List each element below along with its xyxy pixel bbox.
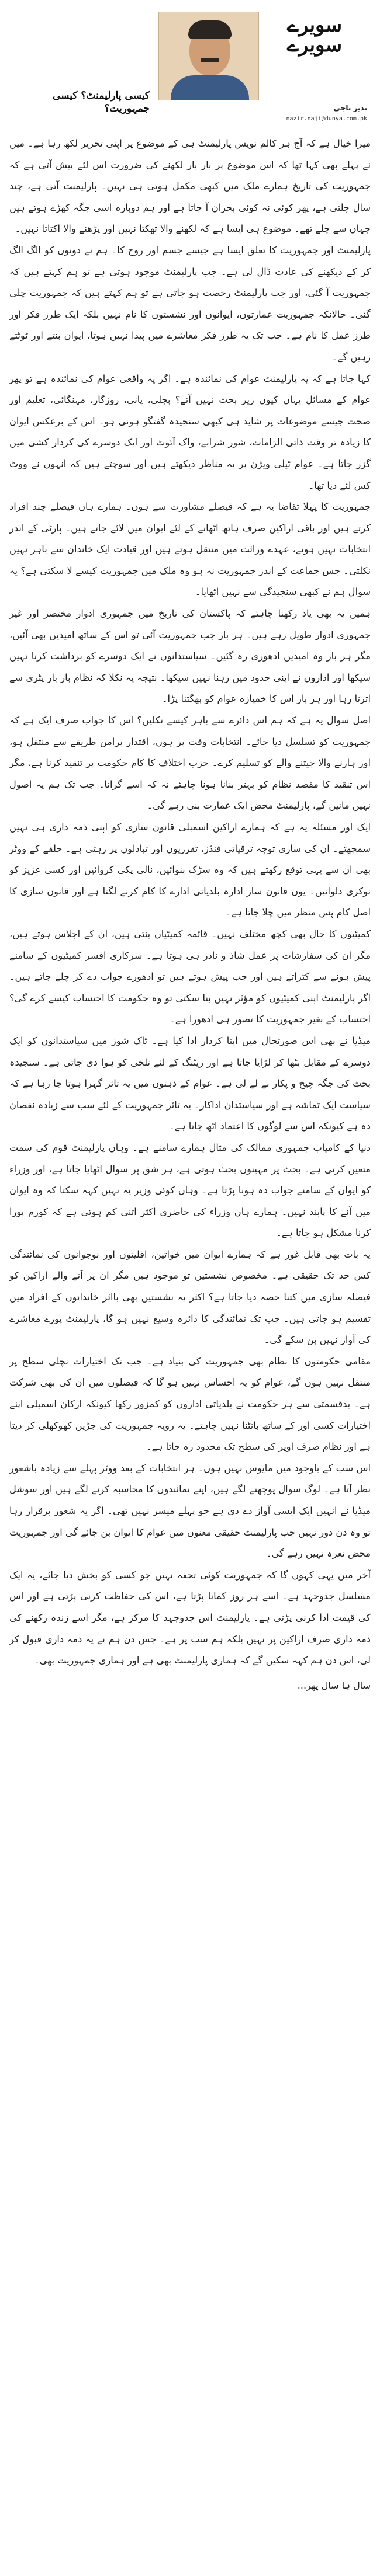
article-paragraph: ایک اور مسئلہ یہ ہے کہ ہمارے اراکین اسمبلی قانون سازی کو اپنی ذمہ داری ہی نہیں سمجھتے۔ ان کی ساری توجہ ترقیاتی فنڈز، تقرریوں اور تبادلوں پر رہتی ہے۔ حلقے کے ووٹر بھی ان سے یہی توقع رکھتے ہیں کہ وہ سڑک بنوائیں، نالی پکی کروائیں اور کسی عزیز کو نوکری دلوائیں۔ یوں قانون ساز ادارہ بلدیاتی ادارے کا کام کرنے لگتا ہے اور قانون سازی کا اصل کام پس منظر میں چلا جاتا ہے۔ bbox=[9, 821, 371, 918]
author-byline bbox=[161, 104, 367, 112]
article-paragraph: آخر میں یہی کہوں گا کہ جمہوریت کوئی تحفہ نہیں جو کسی کو بخش دیا جائے، یہ ایک مسلسل جدوجہد ہے۔ اسے ہر روز کمانا پڑتا ہے، اس کی حفاظت کرنی پڑتی ہے اور اس کی قیمت ادا کرنی پڑتی ہے۔ پارلیمنٹ اس جدوجہد کا مرکز ہے، مگر اسے زندہ رکھنے کی ذمہ داری صرف اراکین پر نہیں بلکہ ہم سب پر ہے۔ جس دن ہم نے یہ ذمہ داری قبول کر لی، اس دن ہم کہہ سکیں گے کہ ہماری پارلیمنٹ بھی ہے اور ہماری جمہوریت بھی۔ bbox=[9, 1569, 371, 1666]
column-logo bbox=[262, 15, 367, 55]
article-paragraph: دنیا کے کامیاب جمہوری ممالک کی مثال ہمارے سامنے ہے۔ وہاں پارلیمنٹ قوم کی سمت متعین کرتی ہے۔ بجٹ پر مہینوں بحث ہوتی ہے، ہر شق پر سوال اٹھایا جاتا ہے، اور وزراء کو ایوان کے سامنے جواب دہ ہونا پڑتا ہے۔ وہاں کوئی وزیر یہ نہیں کہہ سکتا کہ وہ ایوان میں آنے کا پابند نہیں۔ ہمارے ہاں وزراء کی حاضری اکثر اتنی کم ہوتی ہے کہ کورم پورا کرنا مشکل ہو جاتا ہے۔ bbox=[9, 1141, 371, 1239]
author-photo-hair bbox=[188, 20, 232, 39]
column-header bbox=[9, 7, 371, 130]
author-email: nazir.naji@dunya.com.pk bbox=[286, 116, 367, 122]
article-paragraph: اصل سوال یہ ہے کہ ہم اس دائرے سے باہر کیسے نکلیں؟ اس کا جواب صرف ایک ہے کہ جمہوریت کو تسلسل دیا جائے۔ انتخابات وقت پر ہوں، اقتدار پرامن طریقے سے منتقل ہو، اور ہارنے والا جیتنے والے کو تسلیم کرے۔ حزب اختلاف کا کام حکومت پر تنقید کرنا ہے، مگر اس تنقید کا مقصد نظام کو بہتر بنانا ہونا چاہئے نہ کہ اسے گرانا۔ جب تک ہم یہ اصول نہیں مانیں گے، پارلیمنٹ محض ایک عمارت بنی رہے گی۔ bbox=[9, 715, 371, 812]
author-photo bbox=[158, 12, 259, 100]
article-signoff: سال ہا سال پھر... bbox=[297, 1679, 371, 1691]
article-paragraph: جمہوریت کا پہلا تقاضا یہ ہے کہ فیصلے مشاورت سے ہوں۔ ہمارے ہاں فیصلے چند افراد کرتے ہیں اور باقی اراکین صرف ہاتھ اٹھانے کے لئے ایوان میں لائے جاتے ہیں۔ پارٹی کے اندر انتخابات نہیں ہوتے، عہدے وراثت میں منتقل ہوتے ہیں اور قیادت ایک خاندان سے باہر نہیں نکلتی۔ جس جماعت کے اندر جمہوریت نہ ہو وہ ملک میں جمہوریت کیسے لا سکتی ہے؟ یہ سوال ہم نے کبھی سنجیدگی سے نہیں اٹھایا۔ bbox=[9, 501, 371, 598]
author-photo-shirt bbox=[171, 75, 249, 100]
article-paragraph: میڈیا نے بھی اس صورتحال میں اپنا کردار ادا کیا ہے۔ ٹاک شوز میں سیاستدانوں کو ایک دوسرے کے مقابل بٹھا کر لڑایا جاتا ہے اور ریٹنگ کے لئے تلخی کو ہوا دی جاتی ہے۔ سنجیدہ بحث کی جگہ چیخ و پکار نے لے لی ہے۔ عوام کے ذہنوں میں یہ تاثر گہرا ہوتا جا رہا ہے کہ سیاست ایک تماشہ ہے اور سیاستدان اداکار۔ یہ تاثر جمہوریت کے لئے سب سے زیادہ نقصان دہ ہے کیونکہ اس سے لوگوں کا اعتماد اٹھ جاتا ہے۔ bbox=[9, 1035, 371, 1132]
author-photo-mustache bbox=[201, 58, 219, 62]
article-paragraph: اس سب کے باوجود میں مایوس نہیں ہوں۔ ہر انتخابات کے بعد ووٹر پہلے سے زیادہ باشعور نظر آتا ہے۔ لوگ سوال پوچھنے لگے ہیں، اپنے نمائندوں کا محاسبہ کرنے لگے ہیں اور سوشل میڈیا نے انہیں ایک ایسی آواز دے دی ہے جو پہلے میسر نہیں تھی۔ اگر یہ شعور برقرار رہا تو وہ دن دور نہیں جب پارلیمنٹ حقیقی معنوں میں عوام کا ایوان بن جائے گی اور جمہوریت محض نعرہ نہیں رہے گی۔ bbox=[9, 1462, 371, 1559]
article-paragraph: کہا جاتا ہے کہ یہ پارلیمنٹ عوام کی نمائندہ ہے۔ اگر یہ واقعی عوام کی نمائندہ ہے تو پھر عوام کے مسائل یہاں کیوں زیر بحث نہیں آتے؟ بجلی، پانی، روزگار، مہنگائی، تعلیم اور صحت جیسے موضوعات پر شاید ہی کبھی سنجیدہ گفتگو ہوئی ہو۔ اس کے برعکس ایوان کا زیادہ تر وقت ذاتی الزامات، شور شرابے، واک آئوٹ اور ایک دوسرے کی کردار کشی میں گزر جاتا ہے۔ عوام ٹیلی ویژن پر یہ مناظر دیکھتے ہیں اور سوچتے ہیں کہ انہوں نے ووٹ کس لئے دیا تھا۔ bbox=[9, 373, 371, 491]
article-headline: کیسی پارلیمنٹ؟ کیسی جمہوریت؟ bbox=[52, 90, 150, 115]
column-masthead bbox=[262, 15, 367, 55]
article-paragraph: مقامی حکومتوں کا نظام بھی جمہوریت کی بنیاد ہے۔ جب تک اختیارات نچلی سطح پر منتقل نہیں ہوں گے، عوام کو یہ احساس نہیں ہو گا کہ فیصلوں میں ان کی بھی شرکت ہے۔ بدقسمتی سے ہر حکومت نے بلدیاتی اداروں کو کمزور رکھا کیونکہ ارکان اسمبلی اپنے اختیارات کسی اور کے ساتھ بانٹنا نہیں چاہتے۔ یہ رویہ جمہوریت کی جڑیں کھوکھلی کر دیتا ہے اور نظام صرف اوپر کی سطح تک محدود رہ جاتا ہے۔ bbox=[9, 1355, 371, 1453]
article-paragraph: پارلیمنٹ اور جمہوریت کا تعلق ایسا ہے جیسے جسم اور روح کا۔ ہم نے دونوں کو الگ الگ کر کے دیکھنے کی عادت ڈال لی ہے۔ جب پارلیمنٹ موجود ہوتی ہے تو ہم کہتے ہیں کہ جمہوریت آ گئی، اور جب پارلیمنٹ رخصت ہو جاتی ہے تو ہم کہتے ہیں کہ جمہوریت چلی گئی۔ حالانکہ جمہوریت عمارتوں، ایوانوں اور نشستوں کا نام نہیں بلکہ ایک طرز فکر اور طرز عمل کا نام ہے۔ جب تک یہ طرز فکر معاشرے میں پیدا نہیں ہوتا، ایوان بنتے اور ٹوٹتے رہیں گے۔ bbox=[9, 244, 371, 363]
article-paragraph: میرا خیال ہے کہ آج ہر کالم نویس پارلیمنٹ ہی کے موضوع پر اپنی تحریر لکھ رہا ہے۔ میں نے پہلے بھی کہا تھا کہ اس موضوع پر بار بار لکھنے کی ضرورت اس لئے پیش آتی ہے کہ جمہوریت کی تاریخ ہمارے ملک میں کبھی مکمل ہوتی ہی نہیں۔ پارلیمنٹ آتی ہے، چند سال چلتی ہے، پھر کوئی نہ کوئی بحران آ جاتا ہے اور ہم دوبارہ اسی جگہ کھڑے ہوتے ہیں جہاں سے چلے تھے۔ موضوع ہی ایسا ہے کہ لکھنے والا تھکتا نہیں اور پڑھنے والا اکتاتا نہیں۔ bbox=[9, 138, 371, 235]
column-logo-line2: سویرے bbox=[286, 33, 343, 57]
article-paragraph: کمیٹیوں کا حال بھی کچھ مختلف نہیں۔ قائمہ کمیٹیاں بنتی ہیں، ان کے اجلاس ہوتے ہیں، مگر ان کی سفارشات پر عمل شاذ و نادر ہی ہوتا ہے۔ سرکاری افسر کمیٹیوں کے سامنے پیش ہونے سے کتراتے ہیں اور جب پیش ہوتے ہیں تو ادھورے جواب دے کر چلے جاتے ہیں۔ اگر پارلیمنٹ اپنی کمیٹیوں کو مؤثر نہیں بنا سکتی تو وہ حکومت کا احتساب کیسے کرے گی؟ احتساب کے بغیر جمہوریت کا تصور ہی ادھورا ہے۔ bbox=[9, 928, 371, 1025]
article-body bbox=[9, 133, 371, 1672]
author-name: نذیر ناجی bbox=[333, 104, 367, 112]
article-paragraph: یہ بات بھی قابل غور ہے کہ ہمارے ایوان میں خواتین، اقلیتوں اور نوجوانوں کی نمائندگی کس حد تک حقیقی ہے۔ مخصوص نشستیں تو موجود ہیں مگر ان پر آنے والے اراکین کو فیصلہ سازی میں کتنا حصہ دیا جاتا ہے؟ اکثر یہ نشستیں بھی بااثر خاندانوں کے افراد میں تقسیم ہو جاتی ہیں۔ جب تک نمائندگی کا دائرہ وسیع نہیں ہو گا، پارلیمنٹ پورے معاشرے کی آواز نہیں بن سکے گی۔ bbox=[9, 1248, 371, 1346]
column-logo-line1: سویرے bbox=[286, 13, 343, 37]
article-paragraph: ہمیں یہ بھی یاد رکھنا چاہئے کہ پاکستان کی تاریخ میں جمہوری ادوار مختصر اور غیر جمہوری ادوار طویل رہے ہیں۔ ہر بار جب جمہوریت آئی تو اس کے ساتھ امیدیں بھی آئیں، مگر ہر بار وہ امیدیں ادھوری رہ گئیں۔ سیاستدانوں نے ایک دوسرے کو برداشت کرنا نہیں سیکھا اور اداروں نے اپنی حدود میں رہنا نہیں سیکھا۔ نتیجہ یہ نکلا کہ نظام بار بار پٹری سے اترتا رہا اور ہر بار اس کا خمیازہ عوام کو بھگتنا پڑا۔ bbox=[9, 608, 371, 705]
